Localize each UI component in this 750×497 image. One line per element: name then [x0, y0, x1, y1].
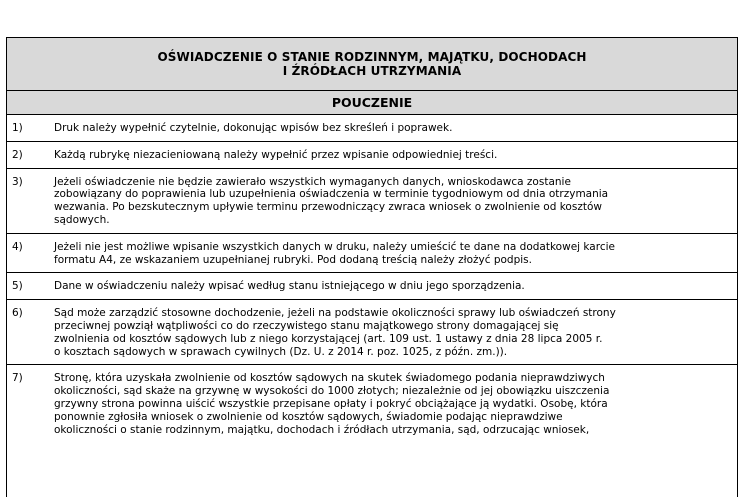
item-text-line: zwolnienia od kosztów sądowych lub z niego korzystającej (art. 109 ust. 1 ustawy z dnia 28 lipca 2005 r. [54, 332, 603, 345]
item-text [54, 122, 721, 135]
item-text-line: Każdą rubrykę niezacieniowaną należy wypełnić przez wpisanie odpowiedniej treści. [54, 148, 498, 161]
item-text [54, 280, 721, 293]
item-text [54, 149, 721, 162]
item-text-line: formatu A4, ze wskazaniem uzupełnianej rubryki. Pod dodaną treścią należy złożyć podpis. [54, 253, 532, 266]
instruction-item-4 [7, 234, 737, 274]
instruction-item-2 [7, 142, 737, 169]
item-text-line: Druk należy wypełnić czytelnie, dokonując wpisów bez skreśleń i poprawek. [54, 122, 453, 134]
item-number: 5) [12, 280, 23, 293]
item-text-line: Sąd może zarządzić stosowne dochodzenie, jeżeli na podstawie okoliczności sprawy lub oświadczeń strony [54, 307, 616, 320]
item-text-line: Dane w oświadczeniu należy wpisać według stanu istniejącego w dniu jego sporządzenia. [54, 280, 525, 293]
item-text [54, 176, 721, 227]
item-text [54, 307, 721, 358]
document-title-line-1: OŚWIADCZENIE O STANIE RODZINNYM, MAJĄTKU, DOCHODACH [157, 50, 587, 64]
document-title-box [7, 37, 737, 91]
item-number: 7) [12, 372, 23, 385]
instruction-item-1 [7, 115, 737, 142]
instruction-item-3 [7, 169, 737, 234]
section-heading: POUCZENIE [7, 91, 737, 115]
item-text-line: grzywny strona powinna uiścić wszystkie przepisane opłaty i pokryć obciążające ją wydatki. Osobę, która [54, 397, 608, 410]
item-text-line: Stronę, która uzyskała zwolnienie od kosztów sądowych na skutek świadomego podania nieprawdziwych [54, 372, 605, 385]
item-number: 6) [12, 307, 23, 320]
instruction-item-6 [7, 300, 737, 365]
item-number: 4) [12, 240, 23, 253]
item-text-line: o kosztach sądowych w sprawach cywilnych (Dz. U. z 2014 r. poz. 1025, z późn. zm.)). [54, 345, 508, 358]
item-text-line: wezwania. Po bezskutecznym upływie terminu przewodniczący zwraca wniosek o zwolnienie od kosztów [54, 201, 602, 214]
item-text-line: Jeżeli nie jest możliwe wpisanie wszystkich danych w druku, należy umieścić te dane na dodatkowej karcie [54, 240, 615, 253]
declaration-document [6, 37, 738, 497]
item-text-line: zobowiązany do poprawienia lub uzupełnienia oświadczenia w terminie tygodniowym od dnia otrzymania [54, 188, 609, 201]
item-text-line: Jeżeli oświadczenie nie będzie zawierało wszystkich wymaganych danych, wnioskodawca zostanie [54, 175, 571, 188]
item-text-line: sądowych. [54, 213, 110, 226]
instruction-item-5 [7, 273, 737, 300]
item-text [54, 372, 721, 436]
item-number: 1) [12, 122, 23, 134]
item-number: 3) [12, 175, 23, 188]
item-number: 2) [12, 148, 23, 161]
instruction-item-7 [7, 365, 737, 442]
item-text-line: przeciwnej powziął wątpliwości co do rzeczywistego stanu majątkowego strony domagającej się [54, 319, 559, 332]
item-text-line: okoliczności o stanie rodzinnym, majątku, dochodach i źródłach utrzymania, sąd, odrzucając wniosek, [54, 423, 590, 436]
item-text-line: okoliczności, sąd skaże na grzywnę w wysokości do 1000 złotych; niezależnie od jej obowiązku uiszczenia [54, 385, 610, 398]
item-text [54, 241, 721, 267]
document-title-line-2: I ŹRÓDŁACH UTRZYMANIA [282, 64, 462, 78]
item-text-line: ponownie zgłosiła wniosek o zwolnienie od kosztów sądowych, świadomie podając nieprawdziwe [54, 410, 563, 423]
